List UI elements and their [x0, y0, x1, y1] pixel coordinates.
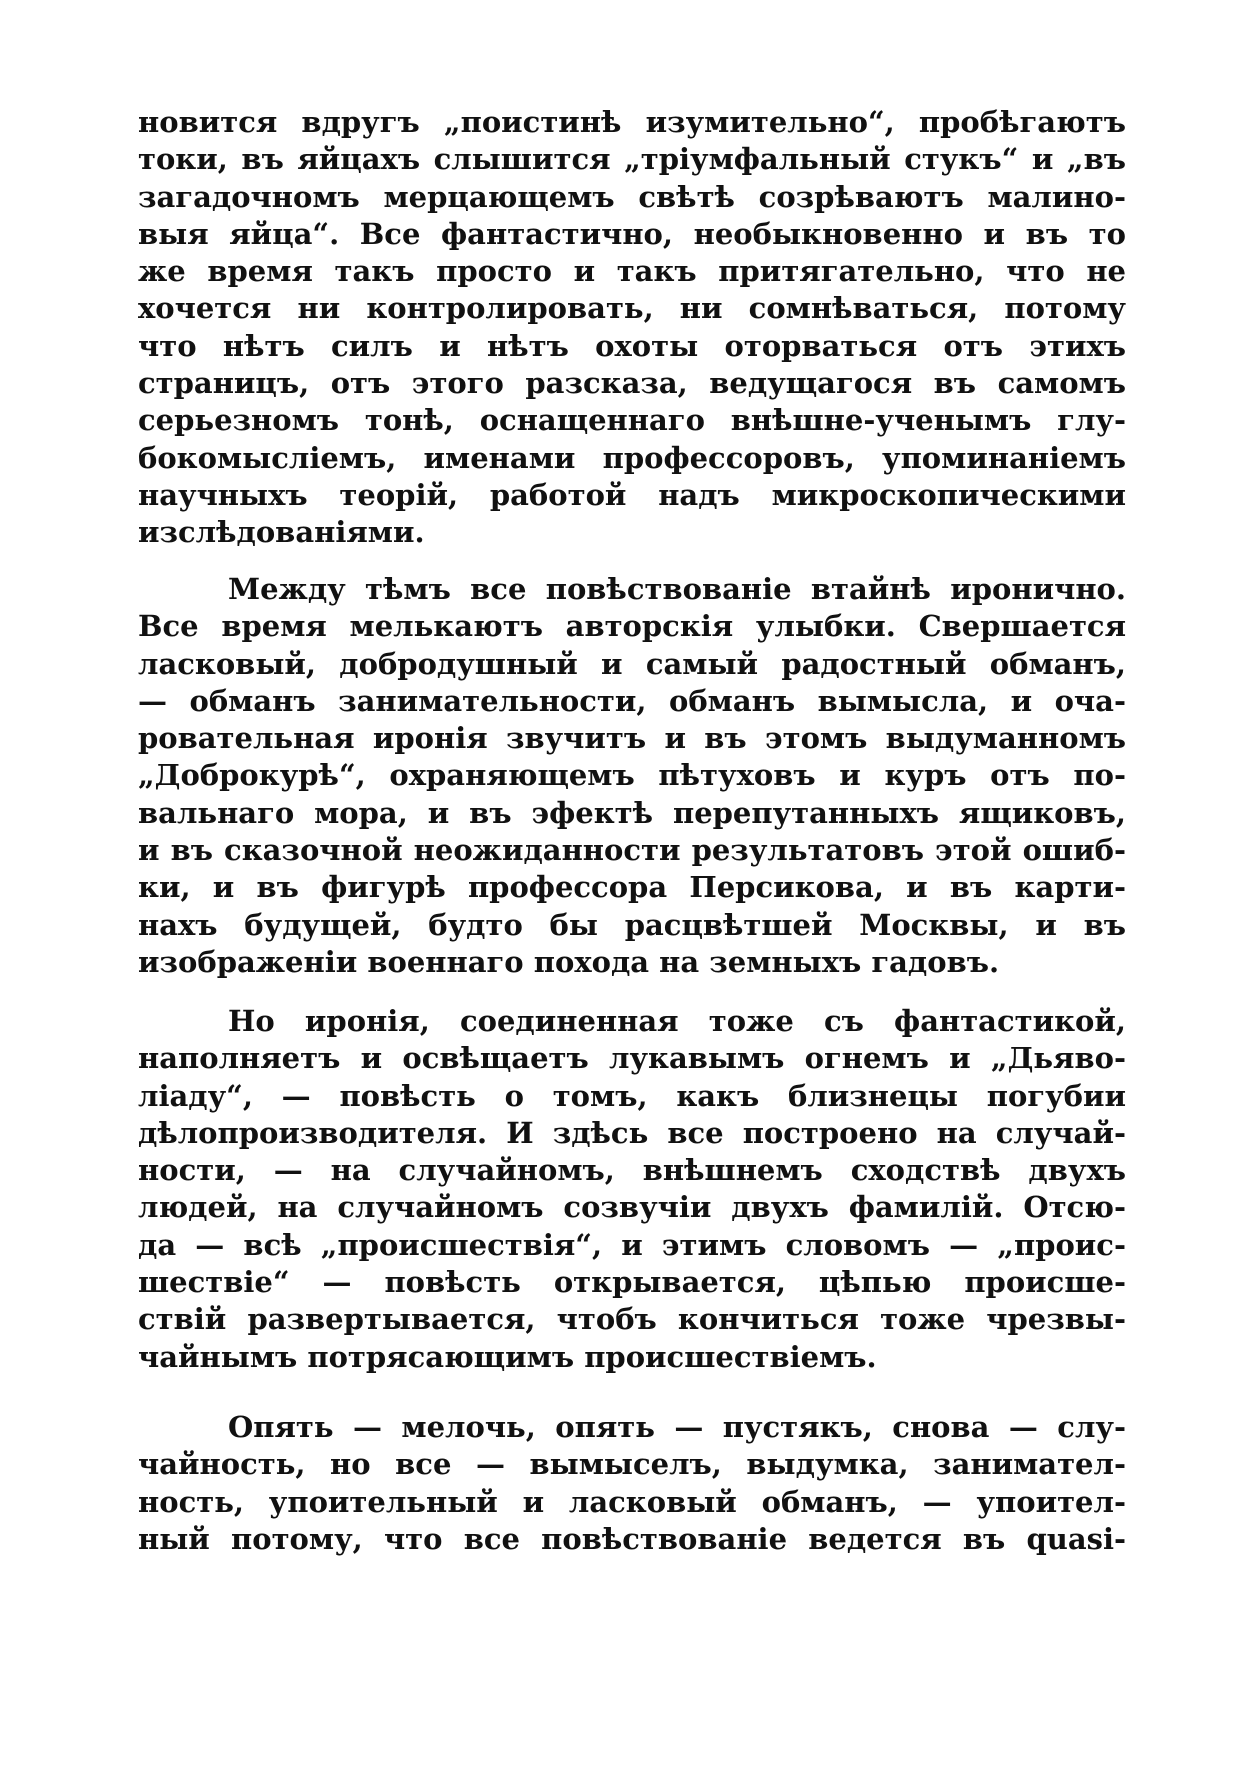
- text-line: изслѣдованіями.: [138, 515, 425, 550]
- text-line: загадочномъ мерцающемъ свѣтѣ созрѣваютъ малино-: [138, 179, 1126, 214]
- text-line: бокомысліемъ, именами профессоровъ, упоминаніемъ: [138, 440, 1126, 475]
- text-line: выя яйца“. Все фантастично, необыкновенно и въ то: [138, 216, 1126, 251]
- text-line: токи, въ яйцахъ слышится „тріумфальный стукъ“ и „въ: [138, 142, 1126, 177]
- text-line: вальнаго мора, и въ эфектѣ перепутанныхъ ящиковъ,: [138, 795, 1126, 830]
- text-line: ствій развертывается, чтобъ кончиться тоже чрезвы-: [138, 1302, 1126, 1337]
- paragraph-3: [138, 1003, 1126, 1376]
- text-line: новится вдругъ „поистинѣ изумительно“, пробѣгаютъ: [138, 105, 1126, 139]
- text-line: что нѣтъ силъ и нѣтъ охоты оторваться отъ этихъ: [138, 328, 1126, 363]
- paragraph-2: [138, 571, 1126, 981]
- text-line: и въ сказочной неожиданности результатовъ этой ошиб-: [138, 833, 1126, 868]
- text-line: хочется ни контролировать, ни сомнѣваться, потому: [138, 291, 1126, 326]
- text-line: людей, на случайномъ созвучіи двухъ фамилій. Отсю-: [138, 1190, 1126, 1225]
- paragraph-1: [138, 104, 1126, 552]
- text-line: наполняетъ и освѣщаетъ лукавымъ огнемъ и „Дьяво-: [138, 1041, 1126, 1076]
- text-line: страницъ, отъ этого разсказа, ведущагося въ самомъ: [138, 366, 1126, 401]
- text-line: ліаду“, — повѣсть о томъ, какъ близнецы погубии: [138, 1078, 1126, 1113]
- text-line: Все время мелькаютъ авторскія улыбки. Свершается: [138, 609, 1126, 644]
- text-line: чайнымъ потрясающимъ происшествіемъ.: [138, 1339, 877, 1374]
- paragraph-4: [138, 1409, 1126, 1558]
- text-line: чайность, но все — вымыселъ, выдумка, занимател-: [138, 1447, 1126, 1482]
- text-line: да — всѣ „происшествія“, и этимъ словомъ — „проис-: [138, 1227, 1126, 1262]
- text-line: ровательная иронія звучитъ и въ этомъ выдуманномъ: [138, 721, 1126, 756]
- text-line: Между тѣмъ все повѣствованіе втайнѣ иронично.: [228, 572, 1126, 606]
- text-line: научныхъ теорій, работой надъ микроскопическими: [138, 477, 1126, 512]
- text-line: „Доброкурѣ“, охраняющемъ пѣтуховъ и куръ отъ по-: [138, 758, 1126, 793]
- text-line: — обманъ занимательности, обманъ вымысла, и оча-: [138, 683, 1126, 718]
- text-line: же время такъ просто и такъ притягательно, что не: [138, 254, 1126, 289]
- text-line: ласковый, добродушный и самый радостный обманъ,: [138, 646, 1126, 681]
- text-line: серьезномъ тонѣ, оснащеннаго внѣшне-ученымъ глу-: [138, 403, 1126, 438]
- text-line: Опять — мелочь, опять — пустякъ, снова — слу-: [228, 1410, 1126, 1444]
- text-line: нахъ будущей, будто бы расцвѣтшей Москвы, и въ: [138, 907, 1126, 942]
- text-line: ки, и въ фигурѣ профессора Персикова, и въ карти-: [138, 870, 1126, 905]
- text-line: изображеніи военнаго похода на земныхъ гадовъ.: [138, 944, 1000, 979]
- text-line: ность, упоительный и ласковый обманъ, — упоител-: [138, 1484, 1126, 1519]
- text-line: ности, — на случайномъ, внѣшнемъ сходствѣ двухъ: [138, 1153, 1126, 1188]
- text-line: Но иронія, соединенная тоже съ фантастикой,: [228, 1004, 1126, 1038]
- text-line: шествіе“ — повѣсть открывается, цѣпью происше-: [138, 1265, 1126, 1300]
- text-line: дѣлопроизводителя. И здѣсь все построено на случай-: [138, 1115, 1126, 1150]
- text-line: ный потому, что все повѣствованіе ведется въ quasi-: [138, 1521, 1126, 1556]
